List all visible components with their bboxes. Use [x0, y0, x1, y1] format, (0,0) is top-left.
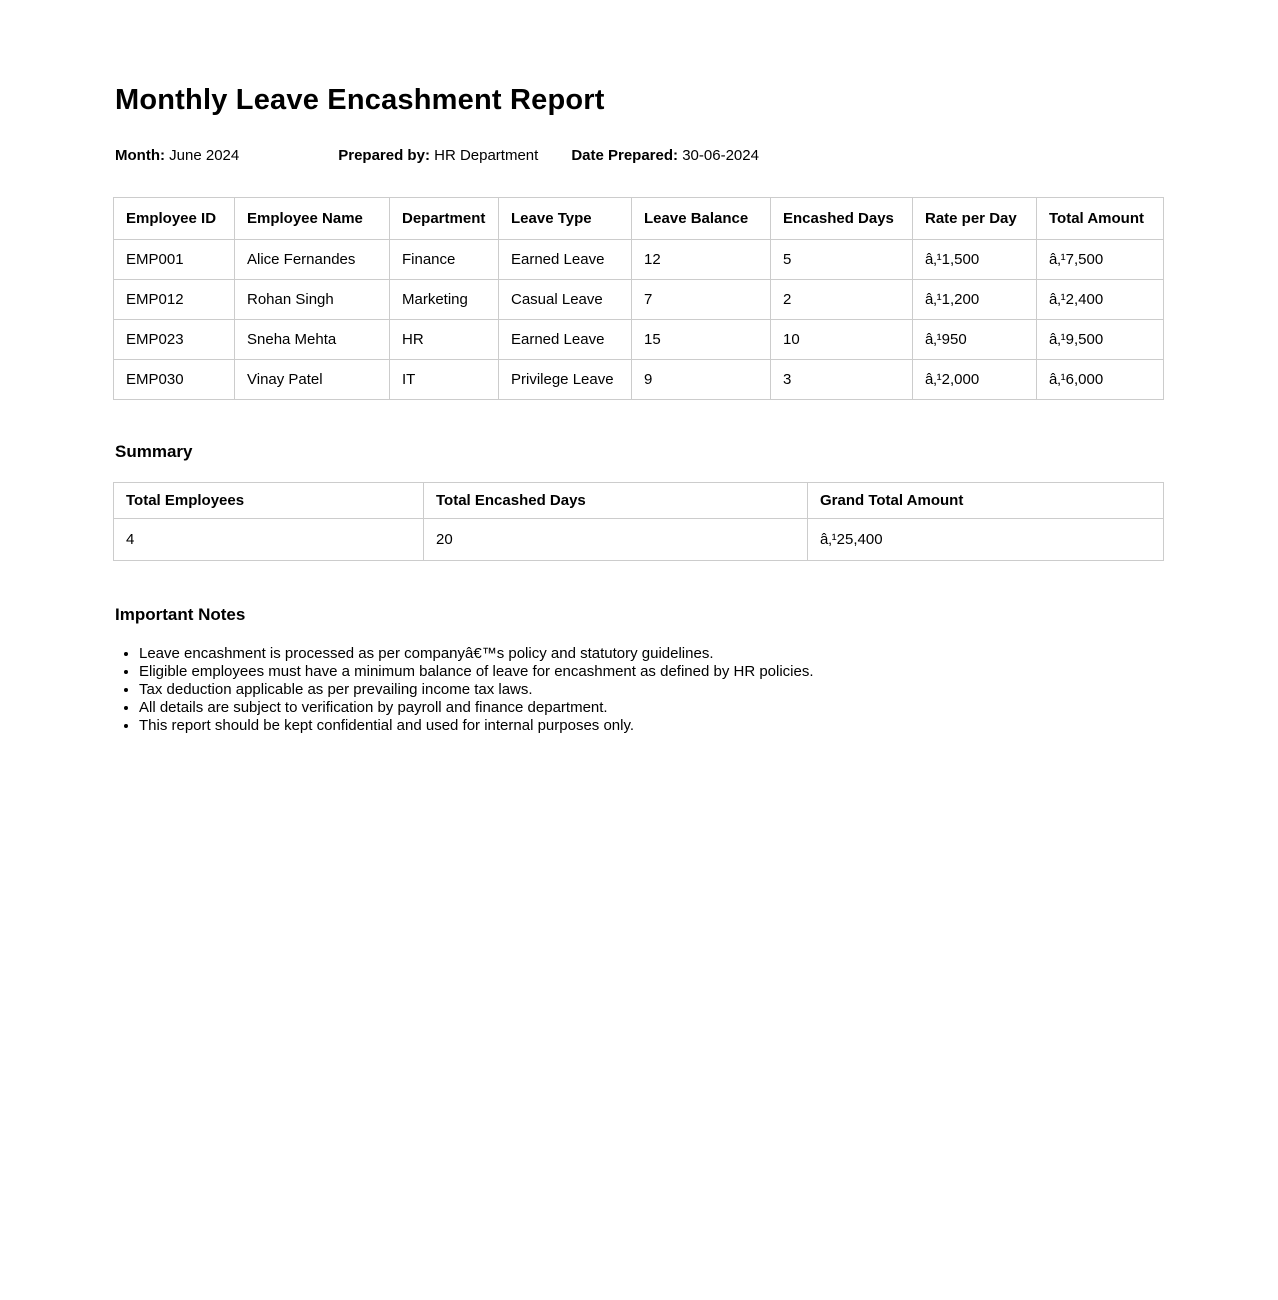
meta-date-prepared-label: Date Prepared: [571, 147, 679, 165]
meta-month-label: Month: [115, 147, 165, 165]
cell-leave-type: Privilege Leave [499, 360, 632, 400]
table-row [114, 320, 1164, 360]
summary-section [113, 442, 1163, 561]
meta-prepared-by-value: HR Department [434, 147, 539, 165]
cell-total-amount: â‚¹2,400 [1037, 280, 1164, 320]
cell-encashed-days: 3 [771, 360, 913, 400]
note-item: • Tax deduction applicable as per prevailing income tax laws. [139, 681, 1163, 699]
cell-employee-id: EMP023 [114, 320, 235, 360]
note-item: • Leave encashment is processed as per companyâ€™s policy and statutory guidelines. [139, 645, 1163, 663]
cell-employee-id: EMP001 [114, 240, 235, 280]
page-title: Monthly Leave Encashment Report [115, 84, 605, 116]
cell-total-encashed-days: 20 [424, 519, 808, 561]
cell-leave-balance: 9 [632, 360, 771, 400]
cell-department: HR [390, 320, 499, 360]
summary-header-row [114, 483, 1164, 519]
meta-month [115, 147, 239, 164]
notes-list [113, 645, 1163, 735]
meta-month-value: June 2024 [169, 147, 240, 165]
column-header-employee-id: Employee ID [114, 198, 235, 240]
summary-value-row [114, 519, 1164, 561]
cell-leave-balance: 15 [632, 320, 771, 360]
table-row [114, 280, 1164, 320]
column-header-leave-type: Leave Type [499, 198, 632, 240]
notes-heading: Important Notes [115, 605, 246, 625]
cell-total-amount: â‚¹6,000 [1037, 360, 1164, 400]
meta-prepared-by-label: Prepared by: [338, 147, 430, 165]
cell-leave-balance: 7 [632, 280, 771, 320]
column-header-grand-total-amount: Grand Total Amount [808, 483, 1164, 519]
cell-encashed-days: 10 [771, 320, 913, 360]
cell-employee-id: EMP012 [114, 280, 235, 320]
cell-employee-id: EMP030 [114, 360, 235, 400]
table-row [114, 240, 1164, 280]
cell-employee-name: Rohan Singh [235, 280, 390, 320]
column-header-rate-per-day: Rate per Day [913, 198, 1037, 240]
column-header-encashed-days: Encashed Days [771, 198, 913, 240]
cell-department: Marketing [390, 280, 499, 320]
cell-total-amount: â‚¹7,500 [1037, 240, 1164, 280]
cell-leave-balance: 12 [632, 240, 771, 280]
report-meta [115, 147, 1163, 164]
cell-encashed-days: 5 [771, 240, 913, 280]
cell-employee-name: Sneha Mehta [235, 320, 390, 360]
column-header-total-employees: Total Employees [114, 483, 424, 519]
meta-date-prepared-value: 30-06-2024 [682, 147, 759, 165]
meta-date-prepared [571, 147, 759, 164]
note-item: • This report should be kept confidential and used for internal purposes only. [139, 717, 1163, 735]
notes-section [113, 605, 1163, 735]
table-header-row [114, 198, 1164, 240]
table-row [114, 360, 1164, 400]
cell-leave-type: Earned Leave [499, 240, 632, 280]
cell-employee-name: Vinay Patel [235, 360, 390, 400]
cell-department: IT [390, 360, 499, 400]
column-header-total-amount: Total Amount [1037, 198, 1164, 240]
column-header-leave-balance: Leave Balance [632, 198, 771, 240]
cell-encashed-days: 2 [771, 280, 913, 320]
column-header-department: Department [390, 198, 499, 240]
cell-leave-type: Earned Leave [499, 320, 632, 360]
column-header-employee-name: Employee Name [235, 198, 390, 240]
report-page [113, 0, 1163, 735]
column-header-total-encashed-days: Total Encashed Days [424, 483, 808, 519]
cell-grand-total-amount: â‚¹25,400 [808, 519, 1164, 561]
cell-rate-per-day: â‚¹950 [913, 320, 1037, 360]
note-item: • Eligible employees must have a minimum balance of leave for encashment as defined by HR policies. [139, 663, 1163, 681]
cell-total-employees: 4 [114, 519, 424, 561]
leave-encashment-table [113, 197, 1164, 400]
cell-rate-per-day: â‚¹2,000 [913, 360, 1037, 400]
note-item: • All details are subject to verification by payroll and finance department. [139, 699, 1163, 717]
meta-prepared-by [338, 147, 538, 164]
cell-department: Finance [390, 240, 499, 280]
cell-rate-per-day: â‚¹1,500 [913, 240, 1037, 280]
cell-total-amount: â‚¹9,500 [1037, 320, 1164, 360]
cell-employee-name: Alice Fernandes [235, 240, 390, 280]
summary-heading: Summary [115, 442, 193, 462]
cell-leave-type: Casual Leave [499, 280, 632, 320]
summary-table [113, 482, 1164, 561]
cell-rate-per-day: â‚¹1,200 [913, 280, 1037, 320]
